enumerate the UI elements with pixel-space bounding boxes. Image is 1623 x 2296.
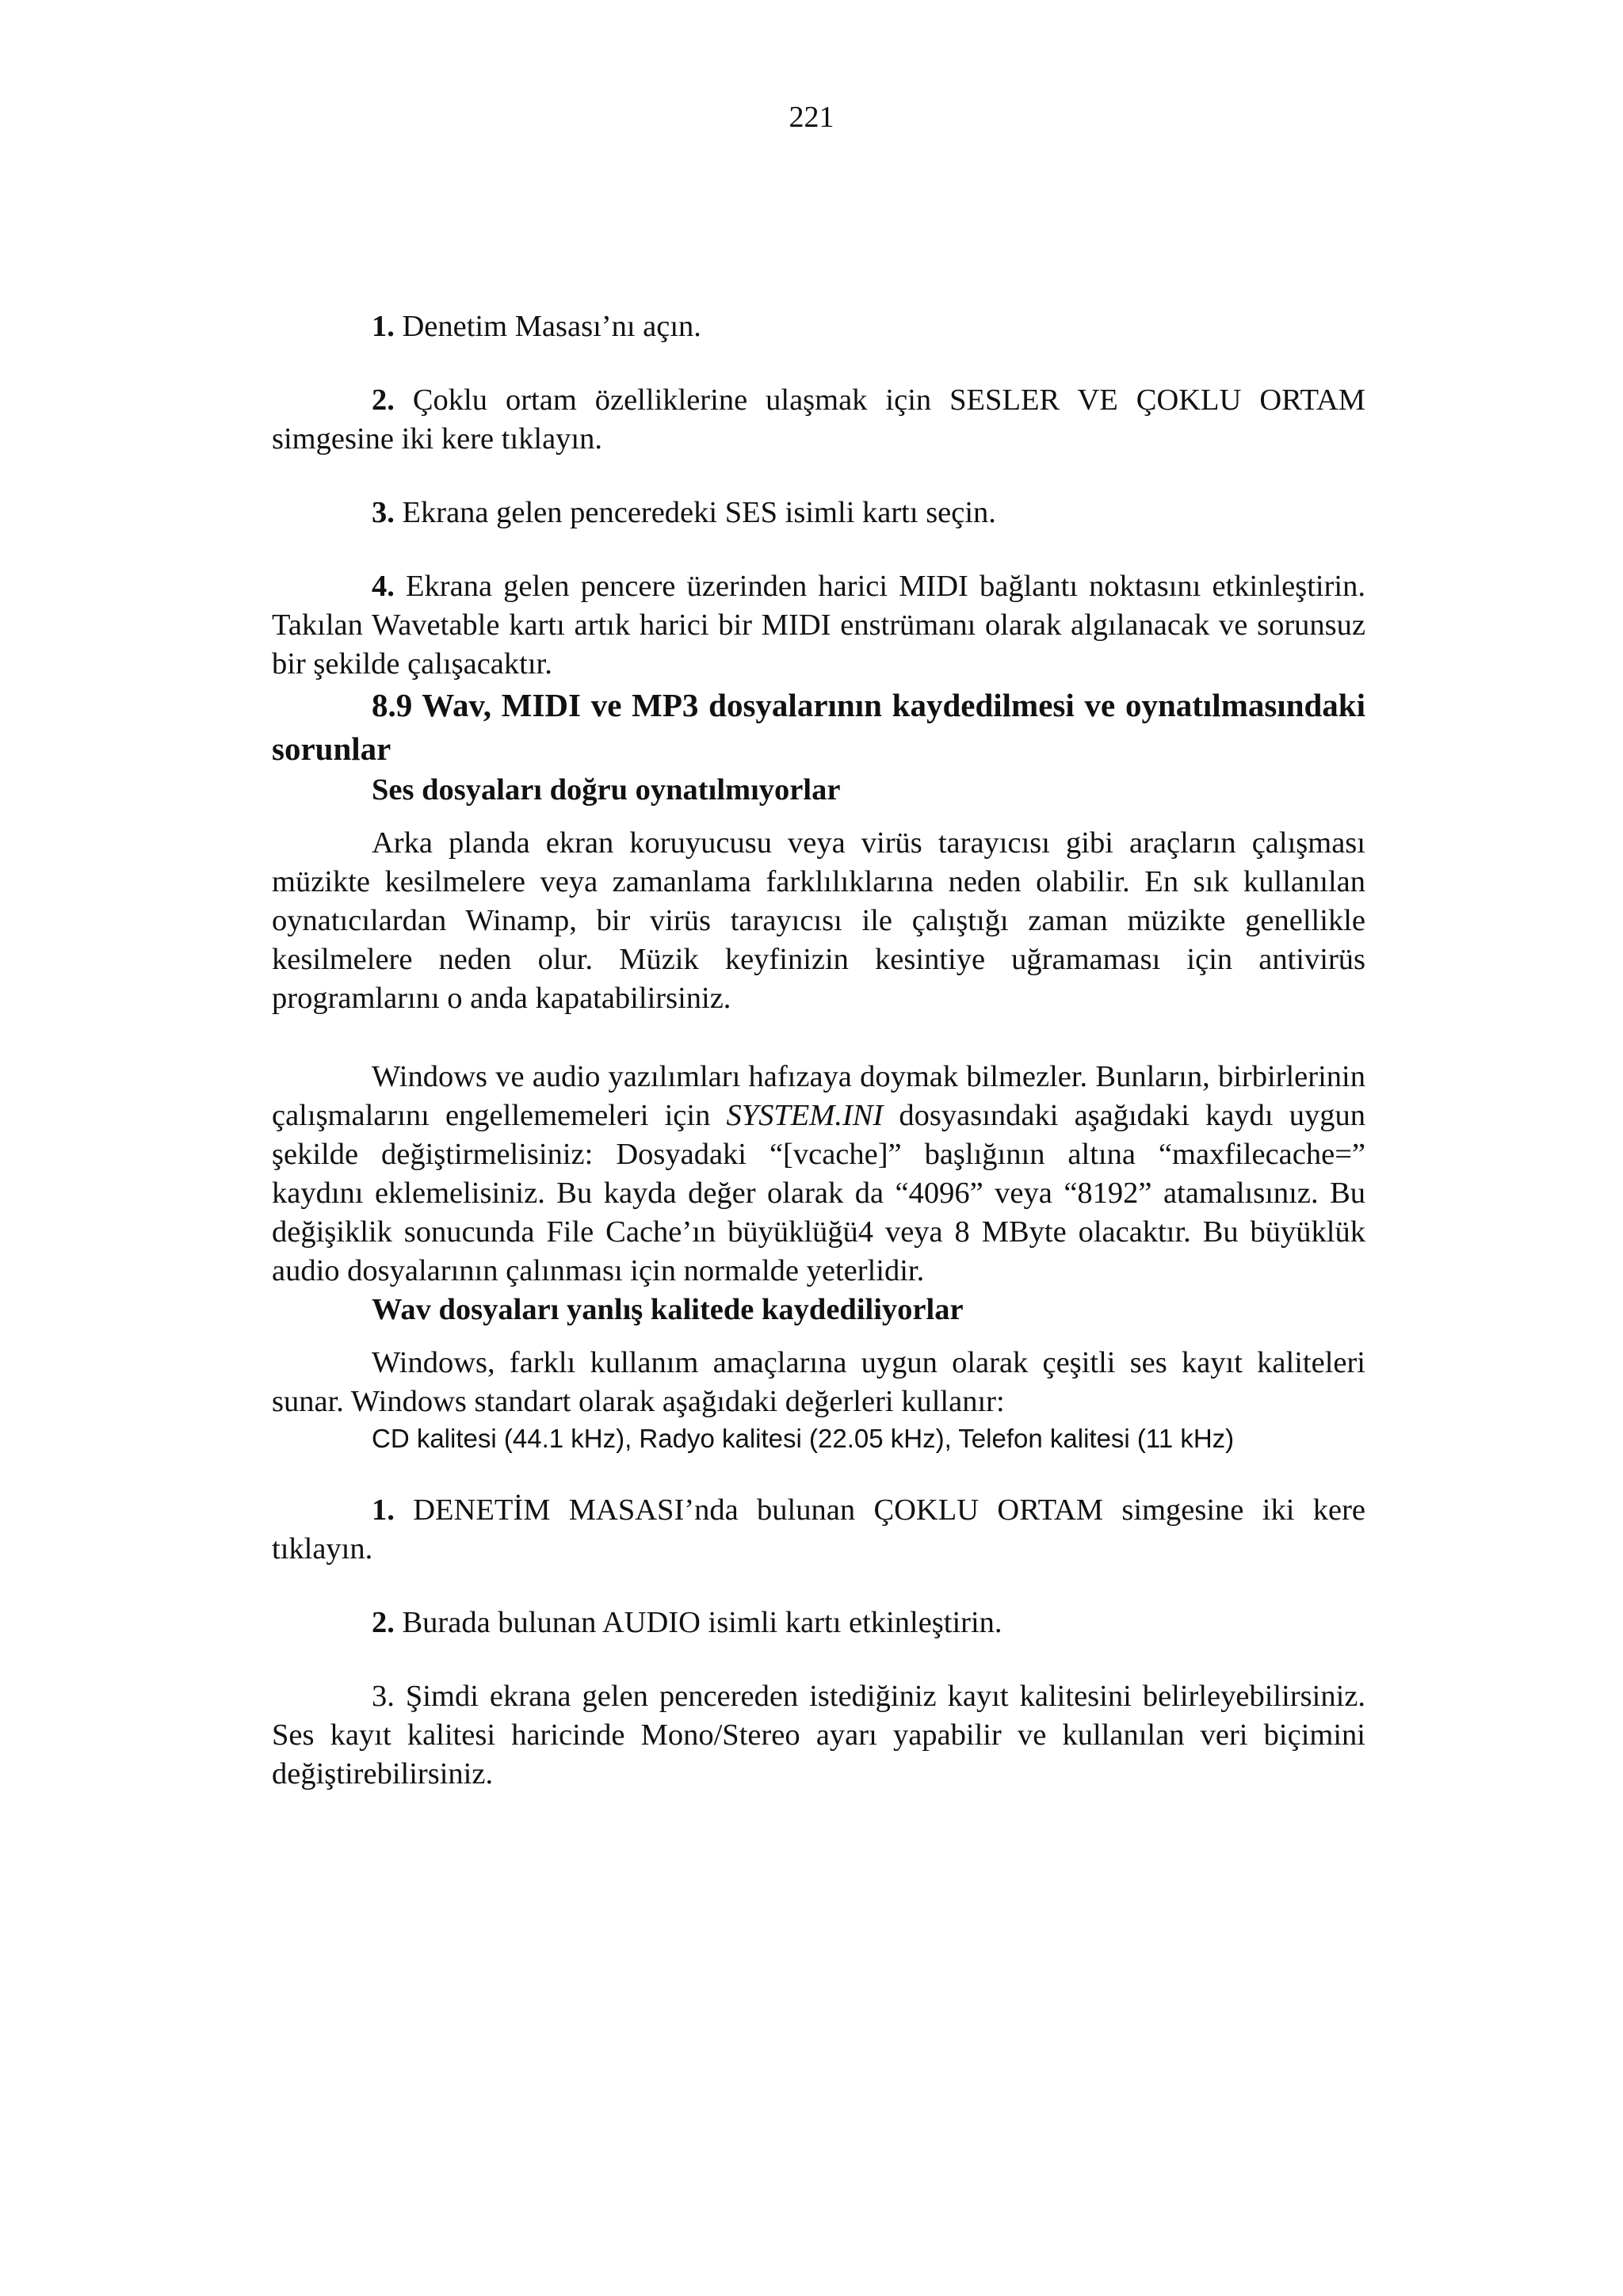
page-number: 221 <box>789 101 834 134</box>
step-text: Ekrana gelen penceredeki SES isimli kartı seçin. <box>394 496 996 529</box>
step-number: 1. <box>372 1493 395 1527</box>
step-text: Denetim Masası’nı açın. <box>394 310 701 343</box>
step-4 <box>272 567 1365 684</box>
step-number: 3. <box>372 496 395 529</box>
paragraph-text: dosyasındaki aşağıdaki kaydı uygun şekilde değiştirmelisiniz: Dosyadaki “[vcache]” başlığının altına “maxfilecache=” kaydını eklemelisiniz. Bu kayda değer olarak da “4096” veya “8192” atamalısınız. Bu değişiklik sonucunda File Cache’ın büyüklüğü4 veya 8 MByte olacaktır. Bu büyüklük audio dosyalarının çalınması için normalde yeterlidir. <box>272 1099 1365 1287</box>
subheading-quality: Wav dosyaları yanlış kalitede kaydediliyorlar <box>372 1293 964 1326</box>
step-text: Çoklu ortam özelliklerine ulaşmak için SESLER VE ÇOKLU ORTAM simgesine iki kere tıklayın. <box>272 383 1365 456</box>
step-text: DENETİM MASASI’nda bulunan ÇOKLU ORTAM simgesine iki kere tıklayın. <box>272 1493 1365 1566</box>
step-number: 4. <box>372 570 395 603</box>
step-2 <box>272 381 1365 459</box>
quality-values-line: CD kalitesi (44.1 kHz), Radyo kalitesi (22.05 kHz), Telefon kalitesi (11 kHz) <box>372 1424 1235 1453</box>
paragraph-playback-1: Arka planda ekran koruyucusu veya virüs tarayıcısı gibi araçların çalışması müzikte kesilmelere veya zamanlama farklılıklarına neden olabilir. En sık kullanılan oynatıcılardan Winamp, bir virüs tarayıcısı ile çalıştığı zaman müzikte genellikle kesilmelere neden olur. Müzik keyfinizin kesintiye uğramaması için antivirüs programlarını o anda kapatabilirsiniz. <box>272 826 1365 1015</box>
step-text: Burada bulunan AUDIO isimli kartı etkinleştirin. <box>394 1606 1002 1639</box>
paragraph-playback-2 <box>272 1058 1365 1291</box>
page-content <box>272 307 1365 1794</box>
paragraph-quality: Windows, farklı kullanım amaçlarına uygun olarak çeşitli ses kayıt kaliteleri sunar. Windows standart olarak aşağıdaki değerleri kullanır: <box>272 1346 1365 1418</box>
step-text: Ekrana gelen pencere üzerinden harici MIDI bağlantı noktasını etkinleştirin. Takılan Wavetable kartı artık harici bir MIDI enstrümanı olarak algılanacak ve sorunsuz bir şekilde çalışacaktır. <box>272 570 1365 681</box>
subheading-playback: Ses dosyaları doğru oynatılmıyorlar <box>372 773 841 807</box>
section-heading: 8.9 Wav, MIDI ve MP3 dosyalarının kaydedilmesi ve oynatılmasındaki sorunlar <box>272 687 1365 767</box>
step-number: 2. <box>372 1606 395 1639</box>
step-b2 <box>272 1604 1365 1642</box>
step-b1 <box>272 1491 1365 1569</box>
step-b3 <box>272 1677 1365 1794</box>
step-3 <box>272 494 1365 532</box>
step-number: 2. <box>372 383 395 417</box>
system-ini-filename: SYSTEM.INI <box>726 1099 884 1132</box>
step-number: 1. <box>372 310 395 343</box>
step-1 <box>272 307 1365 346</box>
step-text: 3. Şimdi ekrana gelen pencereden istediğiniz kayıt kalitesini belirleyebilirsiniz. Ses kayıt kalitesi haricinde Mono/Stereo ayarı yapabilir ve kullanılan veri biçimini değiştirebilirsiniz. <box>272 1680 1365 1791</box>
paragraph-text: Windows ve audio yazılımları hafızaya doymak bilmezler. Bunların, birbirlerinin çalışmalarını engellememeleri için <box>272 1060 1365 1132</box>
